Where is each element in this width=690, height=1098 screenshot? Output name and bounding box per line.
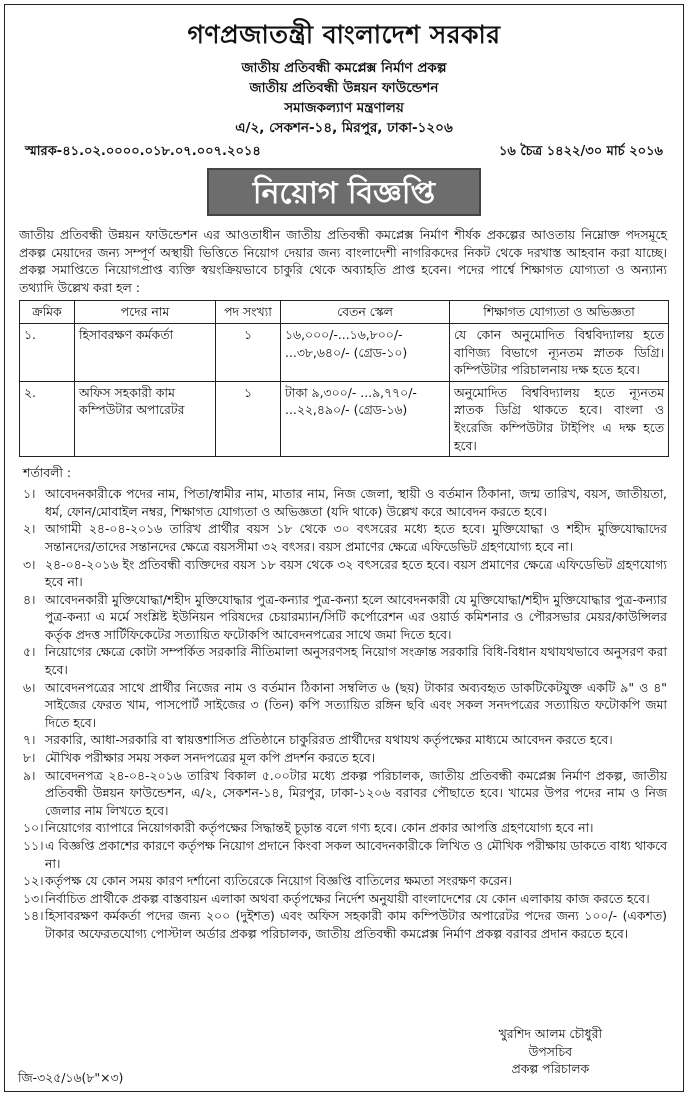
column-header: ক্রমিক <box>20 301 75 324</box>
term-number: ৯। <box>23 767 36 783</box>
terms-list <box>23 485 667 942</box>
table-cell: টাকা ৯,৩০০/- ...৯,৭৭০/- ...২২,৪৯০/- (গ্রেড-১৬) <box>281 381 450 456</box>
table-cell: যে কোন অনুমোদিত বিশ্ববিদ্যালয় হতে বাণিজ্য বিভাগে ন্যূনতম স্নাতক ডিগ্রি। কম্পিউটার পরিচালনায় দক্ষ হতে হবে। <box>450 323 669 381</box>
term-number: ৬। <box>23 679 36 695</box>
table-header-row <box>20 301 669 324</box>
foundation-name: জাতীয় প্রতিবন্ধী উন্নয়ন ফাউন্ডেশন <box>249 80 439 96</box>
table-row <box>20 323 669 381</box>
term-text: কর্তৃপক্ষ যে কোন সময় কারণ দর্শানো ব্যতিরেকে নিয়োগ বিজ্ঞপ্তি বাতিলের ক্ষমতা সংরক্ষণ করেন। <box>45 873 512 889</box>
term-number: ২। <box>23 521 36 537</box>
footer-code: জি-৩২৫/১৬(৮"×৩) <box>18 1070 124 1085</box>
term-number: ৫। <box>23 644 36 660</box>
notice-page <box>4 4 684 1092</box>
list-item <box>23 556 667 591</box>
column-header: শিক্ষাগত যোগ্যতা ও অভিজ্ঞতা <box>450 301 669 324</box>
table-cell: ২. <box>20 381 75 456</box>
intro-paragraph: জাতীয় প্রতিবন্ধী উন্নয়ন ফাউন্ডেশন এর আওতাধীন জাতীয় প্রতিবন্ধী কমপ্লেক্স নির্মাণ শীর্ষক প্রকল্পের আওতায় নিম্নোক্ত পদসমূহে প্রকল্প মেয়াদের জন্য সম্পূর্ণ অস্থায়ী ভিত্তিতে নিয়োগ দেয়ার জন্য বাংলাদেশী নাগরিকদের নিকট থেকে দরখাস্ত আহবান করা যাচ্ছে। প্রকল্প সমাপ্তিতে নিয়োগপ্রাপ্ত ব্যক্তি স্বয়ংক্রিয়ভাবে চাকুরি থেকে অব্যাহতি প্রাপ্ত হবেন। পদের পার্শ্বে শিক্ষাগত যোগ্যতা ও অন্যান্য তথ্যাদি উল্লেখ করা হল : <box>19 227 667 295</box>
term-text: আবেদনপত্র ২৪-০৪-২০১৬ তারিখ বিকাল ৫.০০টার মধ্যে প্রকল্প পরিচালক, জাতীয় প্রতিবন্ধী কমপ্লেক্স নির্মাণ প্রকল্প, জাতীয় প্রতিবন্ধী উন্নয়ন ফাউন্ডেশন, এ/২, সেকশন-১৪, মিরপুর, ঢাকা-১২০৬ বরাবর পৌছাতে হবে। খামের উপর পদের নাম ও নিজ জেলার নাম লিখতে হবে। <box>45 767 667 818</box>
notice-banner: নিয়োগ বিজ্ঞপ্তি <box>207 168 481 216</box>
column-header: বেতন স্কেল <box>281 301 450 324</box>
table-cell: ১ <box>216 323 281 381</box>
list-item <box>23 679 667 732</box>
table-cell: ১৬,০০০/-...১৬,৮০০/- ...৩৮,৬৪০/- (গ্রেড-১০) <box>281 323 450 381</box>
terms-title: শর্তাবলী : <box>23 465 72 481</box>
project-name: জাতীয় প্রতিবন্ধী কমপ্লেক্স নির্মাণ প্রকল্প <box>241 60 447 76</box>
signatory-designation: উপসচিব <box>528 1043 573 1059</box>
list-item <box>23 485 667 520</box>
term-text: সরকারি, আধা-সরকারি বা স্বায়ত্তশাসিত প্রতিষ্ঠানে চাকুরিরত প্রার্থীদের যথাযথ কর্তৃপক্ষের মাধ্যমে আবেদন করতে হবে। <box>45 732 613 748</box>
ministry-name: সমাজকল্যাণ মন্ত্রণালয় <box>284 100 404 116</box>
memo-date: ১৬ চৈত্র ১৪২২/৩০ মার্চ ২০১৬ <box>498 144 663 159</box>
list-item <box>23 591 667 644</box>
signatory-role: প্রকল্প পরিচালক <box>511 1061 590 1077</box>
list-item <box>23 907 667 942</box>
posts-table <box>19 300 669 457</box>
term-text: আবেদনকারীকে পদের নাম, পিতা/স্বামীর নাম, মাতার নাম, নিজ জেলা, স্থায়ী ও বর্তমান ঠিকানা, জন্ম তারিখ, বয়স, জাতীয়তা, ধর্ম, ফোন/মোবাইল নম্বর, শিক্ষাগত যোগ্যতা ও অভিজ্ঞতা (যদি থাকে) উল্লেখ করে আবেদন করতে হবে। <box>45 486 667 519</box>
table-cell: ১. <box>20 323 75 381</box>
list-item <box>23 819 667 837</box>
address-line: এ/২, সেকশন-১৪, মিরপুর, ঢাকা-১২০৬ <box>235 120 453 136</box>
table-cell: অনুমোদিত বিশ্ববিদ্যালয় হতে ন্যূনতম স্নাতক ডিগ্রি থাকতে হবে। বাংলা ও ইংরেজি কম্পিউটার টাইপিং এ দক্ষ হতে হবে। <box>450 381 669 456</box>
signatory-name: খুরশিদ আলম চৌধুরী <box>498 1026 602 1041</box>
list-item <box>23 872 667 890</box>
list-item <box>23 520 667 555</box>
table-cell: ১ <box>216 381 281 456</box>
memo-ref: স্মারক-৪১.০২.০০০০.০১৮.০৭.০০৭.২০১৪ <box>25 144 261 159</box>
column-header: পদের নাম <box>75 301 216 324</box>
signature-block <box>499 1025 602 1078</box>
term-number: ৮। <box>23 750 36 766</box>
list-item <box>23 643 667 678</box>
term-number: ৩। <box>23 556 36 572</box>
term-text: নিয়োগের ব্যাপারে নিয়োগকারী কর্তৃপক্ষের সিদ্ধান্তই চূড়ান্ত বলে গণ্য হবে। কোন প্রকার আপত্তি গ্রহণযোগ্য হবে না। <box>45 820 594 836</box>
term-number: ১৩। <box>23 890 44 906</box>
term-number: ৭। <box>23 732 36 748</box>
term-text: আবেদনপত্রের সাথে প্রার্থীর নিজের নাম ও বর্তমান ঠিকানা সম্বলিত ৬ (ছয়) টাকার অব্যবহৃত ডাকটিকেটযুক্ত একটি ৯" ও ৪" সাইজের ফেরত খাম, পাসপোর্ট সাইজের ৩ (তিন) কপি সত্যায়িত রঙ্গিন ছবি এবং সকল সনদপত্রের সত্যায়িত ফটোকপি জমা দিতে হবে। <box>45 679 667 730</box>
memo-line <box>5 140 683 162</box>
term-text: আগামী ২৪-০৪-২০১৬ তারিখ প্রার্থীর বয়স ১৮ থেকে ৩০ বৎসরের মধ্যে হতে হবে। মুক্তিযোদ্ধা ও শহীদ মুক্তিযোদ্ধাদের সন্তানদের/তাদের সন্তানদের ক্ষেত্রে বয়সসীমা ৩২ বৎসর। বয়স প্রমাণের ক্ষেত্রে এফিডেভিট গ্রহণযোগ্য হবে না। <box>45 521 667 554</box>
term-number: ৪। <box>23 591 36 607</box>
list-item <box>23 749 667 767</box>
term-number: ১১। <box>23 838 44 853</box>
term-text: নিয়োগের ক্ষেত্রে কোটা সম্পর্কিত সরকারি নীতিমালা অনুসরণসহ নিয়োগ সংক্রান্ত সরকারি বিধি-বিধান যথাযথভাবে অনুসরণ করা হবে। <box>45 644 667 678</box>
term-number: ১০। <box>23 820 44 836</box>
term-number: ১৪। <box>23 908 44 924</box>
term-text: মৌখিক পরীক্ষার সময় সকল সনদপত্রের মূল কপি প্রদর্শন করতে হবে। <box>45 750 376 766</box>
list-item <box>23 837 667 872</box>
table-row <box>20 381 669 456</box>
list-item <box>23 890 667 908</box>
term-text: এ বিজ্ঞপ্তি প্রকাশের কারণে কর্তৃপক্ষ নিয়োগ প্রদানে কিংবা সকল আবেদনকারীকে লিখিত ও মৌখিক পরীক্ষায় ডাকতে বাধ্য থাকবে না। <box>45 838 667 871</box>
column-header: পদ সংখ্যা <box>216 301 281 324</box>
term-text: ২৪-০৪-২০১৬ ইং প্রতিবন্ধী ব্যক্তিদের বয়স ১৮ বয়স থেকে ৩২ বৎসরের হতে হবে। বয়স প্রমাণের ক্ষেত্রে এফিডেভিট গ্রহণযোগ্য হবে না। <box>45 556 667 590</box>
term-text: হিসাবরক্ষণ কর্মকর্তা পদের জন্য ২০০ (দুইশত) এবং অফিস সহকারী কাম কম্পিউটার অপারেটর পদের জন্য ১০০/- (একশত) টাকার অফেরতযোগ্য পোস্টাল অর্ডার প্রকল্প পরিচালক, জাতীয় প্রতিবন্ধী কমপ্লেক্স নির্মাণ প্রকল্প বরাবর প্রদান করতে হবে। <box>45 908 667 941</box>
header <box>5 15 683 138</box>
term-text: আবেদনকারী মুক্তিযোদ্ধা/শহীদ মুক্তিযোদ্ধার পুত্র-কন্যার পুত্র-কন্যা হলে আবেদনকারী যে মুক্তিযোদ্ধা/শহীদ মুক্তিযোদ্ধার পুত্র-কন্যার পুত্র-কন্যা এ মর্মে সংশ্লিষ্ট ইউনিয়ন পরিষদের চেয়ারম্যান/সিটি কর্পোরেশন এর ওয়ার্ড কমিশনার ও পৌরসভার মেয়র/কাউন্সিলর কর্তৃক প্রদত্ত সার্টিফিকেটের সত্যায়িত ফটোকপি আবেদনপত্রের সাথে জমা দিতে হবে। <box>45 591 667 642</box>
table-cell: হিসাবরক্ষণ কর্মকর্তা <box>75 323 216 381</box>
list-item <box>23 767 667 820</box>
government-title: গণপ্রজাতন্ত্রী বাংলাদেশ সরকার <box>187 20 501 49</box>
term-number: ১২। <box>23 873 44 889</box>
term-number: ১। <box>23 486 36 502</box>
term-text: নির্বাচিত প্রার্থীকে প্রকল্প বাস্তবায়ন এলাকা অথবা কর্তৃপক্ষের নির্দেশ অনুযায়ী বাংলাদেশের যে কোন এলাকায় কাজ করতে হবে। <box>45 890 650 906</box>
table-cell: অফিস সহকারী কাম কম্পিউটার অপারেটর <box>75 381 216 456</box>
list-item <box>23 731 667 749</box>
